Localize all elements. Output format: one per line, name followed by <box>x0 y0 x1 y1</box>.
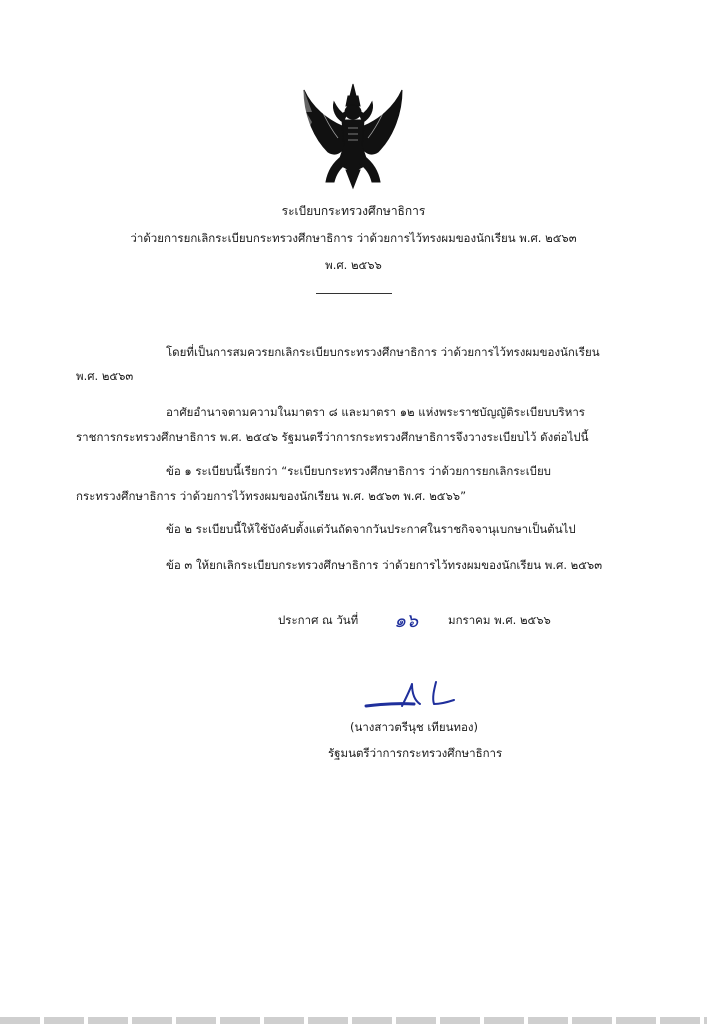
clause-1-line-2: กระทรวงศึกษาธิการ ว่าด้วยการไว้ทรงผมของนักเรียน พ.ศ. ๒๕๖๓ พ.ศ. ๒๕๖๖” <box>76 489 467 503</box>
authority-line-1: อาศัยอำนาจตามความในมาตรา ๘ และมาตรา ๑๒ แห่งพระราชบัญญัติระเบียบบริหาร <box>166 405 585 419</box>
signer-name: (นางสาวตรีนุช เทียนทอง) <box>350 720 479 734</box>
clause-2: ข้อ ๒ ระเบียบนี้ให้ใช้บังคับตั้งแต่วันถัดจากวันประกาศในราชกิจจานุเบกษาเป็นต้นไป <box>166 522 576 536</box>
page-bottom-edge <box>0 1017 707 1024</box>
handwritten-signature-icon <box>362 676 466 716</box>
signer-position: รัฐมนตรีว่าการกระทรวงศึกษาธิการ <box>328 746 503 760</box>
preamble-line-2: พ.ศ. ๒๕๖๓ <box>76 369 134 383</box>
clause-1-line-1: ข้อ ๑ ระเบียบนี้เรียกว่า “ระเบียบกระทรวงศึกษาธิการ ว่าด้วยการยกเลิกระเบียบ <box>166 464 551 478</box>
garuda-emblem-icon <box>298 82 408 190</box>
announcement-month-year: มกราคม พ.ศ. ๒๕๖๖ <box>448 613 551 627</box>
title-divider <box>316 293 392 294</box>
document-subject: ว่าด้วยการยกเลิกระเบียบกระทรวงศึกษาธิการ ว่าด้วยการไว้ทรงผมของนักเรียน พ.ศ. ๒๕๖๓ <box>130 231 577 245</box>
clause-3: ข้อ ๓ ให้ยกเลิกระเบียบกระทรวงศึกษาธิการ ว่าด้วยการไว้ทรงผมของนักเรียน พ.ศ. ๒๕๖๓ <box>166 558 603 572</box>
document-title: ระเบียบกระทรวงศึกษาธิการ <box>281 204 426 218</box>
announcement-day: ๑๖ <box>394 610 419 632</box>
announcement-prefix: ประกาศ ณ วันที่ <box>278 613 359 627</box>
document-year: พ.ศ. ๒๕๖๖ <box>325 258 382 272</box>
authority-line-2: ราชการกระทรวงศึกษาธิการ พ.ศ. ๒๕๔๖ รัฐมนตรีว่าการกระทรวงศึกษาธิการจึงวางระเบียบไว้ ดังต่อไปนี้ <box>76 430 589 444</box>
preamble-line-1: โดยที่เป็นการสมควรยกเลิกระเบียบกระทรวงศึกษาธิการ ว่าด้วยการไว้ทรงผมของนักเรียน <box>166 345 600 359</box>
